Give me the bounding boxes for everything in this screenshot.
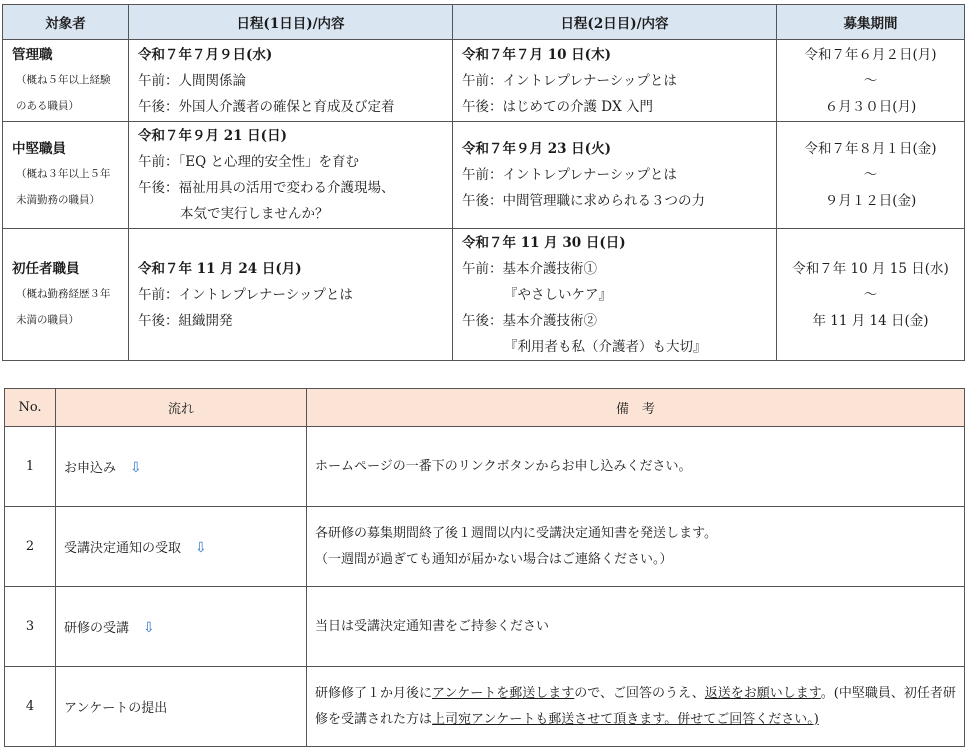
flow-note-underlined: 返送をお願いします bbox=[704, 685, 821, 701]
day2-cell bbox=[453, 40, 777, 122]
flow-note-underlined: 上司宛アンケートも郵送させて頂きます。併せてご回答ください。) bbox=[432, 711, 819, 727]
flow-step-label: 受講決定通知の受取 bbox=[64, 541, 182, 556]
day1-pm: 午後：組織開発 bbox=[138, 312, 233, 329]
target-note: 未満勤務の職員） bbox=[16, 194, 100, 206]
period-cell bbox=[777, 40, 965, 122]
target-cell bbox=[3, 229, 129, 361]
day2-cell bbox=[453, 122, 777, 229]
down-arrow-icon: ⇩ bbox=[143, 620, 155, 636]
day2-pm: 午後：はじめての介護 DX 入門 bbox=[462, 98, 654, 115]
target-note: （概ね３年以上５年 bbox=[16, 168, 111, 180]
target-note: （概ね勤務経歴３年 bbox=[16, 287, 111, 300]
flow-row bbox=[5, 427, 965, 507]
flow-note-underlined: アンケートを郵送します bbox=[432, 685, 575, 701]
header-step: 流れ bbox=[56, 389, 307, 427]
down-arrow-icon: ⇩ bbox=[130, 460, 142, 476]
header-target: 対象者 bbox=[3, 5, 129, 40]
target-cell bbox=[3, 40, 129, 122]
day1-date: 令和７年９月 21 日(日) bbox=[138, 128, 287, 144]
flow-no: 4 bbox=[5, 667, 56, 747]
flow-row bbox=[5, 667, 965, 747]
flow-step bbox=[56, 507, 307, 587]
schedule-table bbox=[2, 4, 965, 361]
day1-pm: 午後：福祉用具の活用で変わる介護現場、 bbox=[138, 180, 395, 196]
flow-note-line: （一週間が過ぎても通知が届かない場合はご連絡ください。） bbox=[315, 551, 673, 567]
target-name: 中堅職員 bbox=[12, 141, 66, 157]
flow-step-label: アンケートの提出 bbox=[64, 701, 168, 716]
day1-date: 令和７年 11 月 24 日(月) bbox=[138, 260, 302, 277]
day1-cell bbox=[129, 229, 453, 361]
period-start: 令和７年 10 月 15 日(水) bbox=[792, 260, 949, 277]
flow-note bbox=[307, 667, 965, 747]
header-no: No. bbox=[5, 389, 56, 427]
flow-step bbox=[56, 667, 307, 747]
flow-step bbox=[56, 427, 307, 507]
day2-pm: 午後：中間管理職に求められる３つの力 bbox=[462, 193, 705, 209]
flow-note bbox=[307, 507, 965, 587]
target-cell bbox=[3, 122, 129, 229]
header-day1: 日程(1日目)/内容 bbox=[129, 5, 453, 40]
day2-date: 令和７年７月 10 日(木) bbox=[462, 46, 611, 63]
period-separator: ～ bbox=[863, 286, 878, 303]
day1-cell bbox=[129, 40, 453, 122]
day2-pm: 午後：基本介護技術② bbox=[462, 312, 597, 329]
flow-note-text: ので、ご回答のうえ、 bbox=[574, 685, 705, 701]
day1-pm: 午後：外国人介護者の確保と育成及び定着 bbox=[138, 98, 395, 115]
schedule-header-row bbox=[3, 5, 965, 40]
day2-date: 令和７年９月 23 日(火) bbox=[462, 141, 611, 157]
day2-am: 午前：イントレプレナーシップとは bbox=[462, 167, 677, 183]
day1-pm-cont: 本気で実行しませんか？ bbox=[180, 206, 329, 222]
target-note: のある職員） bbox=[16, 99, 79, 112]
day2-am: 午前：イントレプレナーシップとは bbox=[462, 72, 677, 89]
flow-step-label: 研修の受講 bbox=[64, 621, 130, 636]
period-start: 令和７年６月２日(月) bbox=[804, 46, 937, 63]
target-note: （概ね５年以上経験 bbox=[16, 73, 111, 86]
period-cell bbox=[777, 122, 965, 229]
target-note: 未満の職員） bbox=[16, 313, 79, 326]
period-cell bbox=[777, 229, 965, 361]
period-end: ６月３０日(月) bbox=[824, 98, 917, 115]
flow-row bbox=[5, 587, 965, 667]
day2-am: 午前：基本介護技術① bbox=[462, 260, 597, 277]
day1-am: 午前：イントレプレナーシップとは bbox=[138, 286, 353, 303]
flow-no: 1 bbox=[5, 427, 56, 507]
flow-note-text: 研修修了１か月後に bbox=[315, 685, 433, 701]
day2-am-cont: 『やさしいケア』 bbox=[504, 286, 612, 303]
flow-no: 3 bbox=[5, 587, 56, 667]
day1-am: 午前：人間関係論 bbox=[138, 72, 246, 89]
schedule-row-managers bbox=[3, 40, 965, 122]
period-separator: ～ bbox=[863, 72, 878, 89]
day2-cell bbox=[453, 229, 777, 361]
period-separator: ～ bbox=[863, 167, 878, 183]
flow-note-text: 。(中堅職員、初任者研修を受講された方は bbox=[315, 685, 956, 727]
period-start: 令和７年８月１日(金) bbox=[804, 141, 937, 157]
day2-date: 令和７年 11 月 30 日(日) bbox=[462, 234, 626, 251]
flow-table bbox=[4, 388, 965, 747]
target-name: 初任者職員 bbox=[12, 260, 80, 277]
day1-am: 午前：「EQ と心理的安全性」を育む bbox=[138, 154, 359, 170]
day1-date: 令和７年７月９日(水) bbox=[138, 46, 273, 63]
header-day2: 日程(2日目)/内容 bbox=[453, 5, 777, 40]
period-end: 年 11 月 14 日(金) bbox=[812, 312, 929, 329]
down-arrow-icon: ⇩ bbox=[195, 540, 207, 556]
header-note: 備 考 bbox=[307, 389, 965, 427]
flow-row bbox=[5, 507, 965, 587]
flow-step-label: お申込み bbox=[64, 461, 117, 476]
flow-no: 2 bbox=[5, 507, 56, 587]
flow-note: 当日は受講決定通知書をご持参ください bbox=[307, 587, 965, 667]
flow-note-line: 各研修の募集期間終了後１週間以内に受講決定通知書を発送します。 bbox=[315, 525, 717, 541]
flow-header-row bbox=[5, 389, 965, 427]
day2-pm-cont: 『利用者も私（介護者）も大切』 bbox=[504, 338, 707, 355]
day1-cell bbox=[129, 122, 453, 229]
flow-note: ホームページの一番下のリンクボタンからお申し込みください。 bbox=[307, 427, 965, 507]
period-end: ９月１２日(金) bbox=[824, 193, 917, 209]
schedule-row-newcomers bbox=[3, 229, 965, 361]
header-period: 募集期間 bbox=[777, 5, 965, 40]
flow-step bbox=[56, 587, 307, 667]
schedule-row-midlevel bbox=[3, 122, 965, 229]
target-name: 管理職 bbox=[12, 46, 53, 63]
